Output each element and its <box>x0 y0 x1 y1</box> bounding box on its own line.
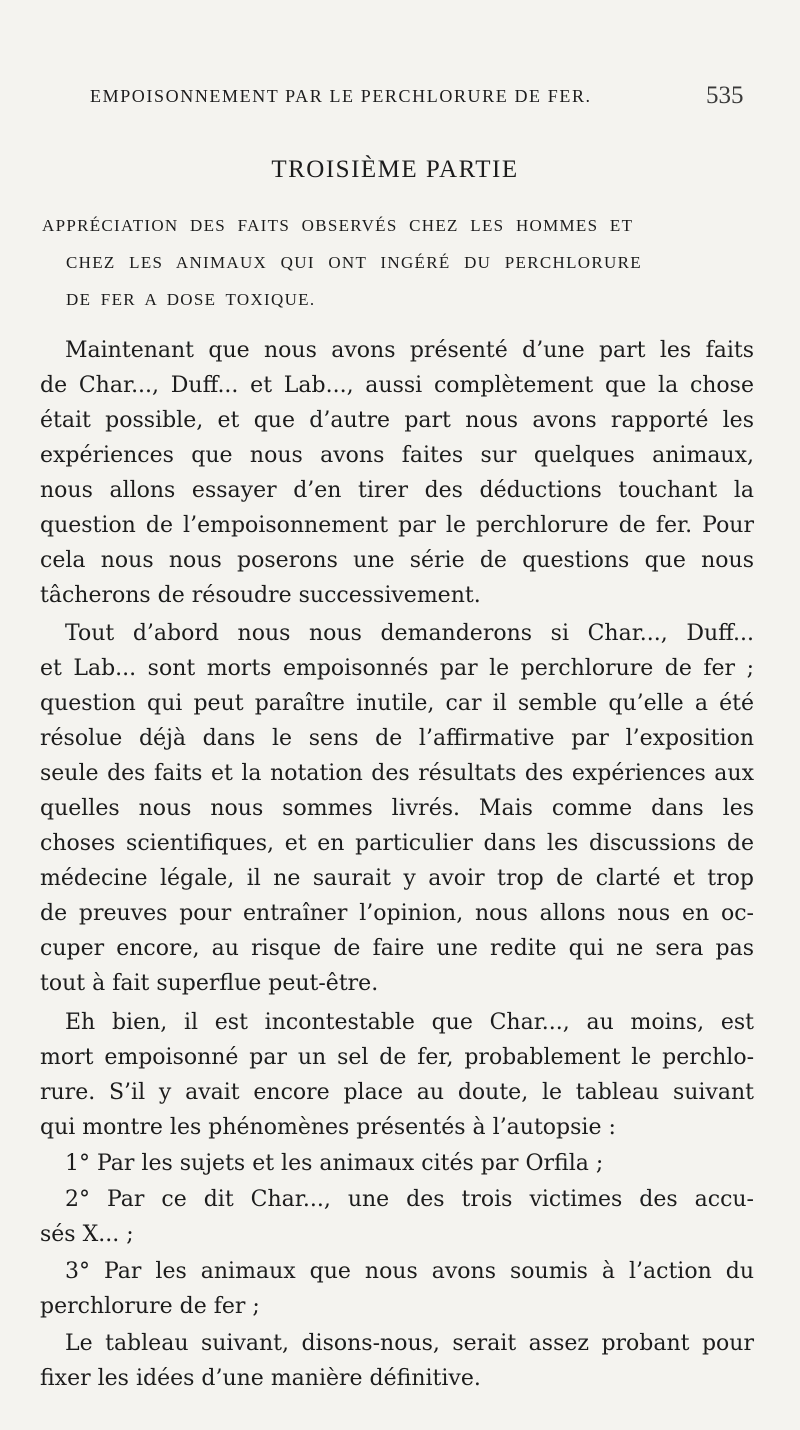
text-line: fixer les idées d’une manière définitive. <box>40 1366 481 1391</box>
text-line: de preuves pour entraîner l’opinion, nous allons nous en oc- <box>40 901 754 926</box>
text-line: mort empoisonné par un sel de fer, probablement le perchlo- <box>40 1045 754 1070</box>
text-line: nous allons essayer d’en tirer des déductions touchant la <box>40 478 754 503</box>
text-line: tout à fait superflue peut-être. <box>40 971 379 996</box>
text-line: question de l’empoisonnement par le perchlorure de fer. Pour <box>40 513 754 538</box>
list-item-3: 3° Par les animaux que nous avons soumis à l’action du <box>65 1259 754 1284</box>
text-line: choses scientifiques, et en particulier dans les discussions de <box>40 831 754 856</box>
text-line: Eh bien, il est incontestable que Char..., au moins, est <box>65 1010 754 1035</box>
text-line: cuper encore, au risque de faire une redite qui ne sera pas <box>40 936 754 961</box>
text-line: sés X... ; <box>40 1222 134 1247</box>
text-line: cela nous nous poserons une série de questions que nous <box>40 548 754 573</box>
running-head-text: EMPOISONNEMENT PAR LE PERCHLORURE DE FER. <box>90 86 592 106</box>
text-line: perchlorure de fer ; <box>40 1294 260 1319</box>
subtitle-line: DE FER A DOSE TOXIQUE. <box>66 290 316 309</box>
text-line: Tout d’abord nous nous demanderons si Char..., Duff... <box>65 621 754 646</box>
text-line: expériences que nous avons faites sur quelques animaux, <box>40 443 754 468</box>
text-line: Le tableau suivant, disons-nous, serait assez probant pour <box>65 1331 754 1356</box>
running-header <box>0 82 800 116</box>
subtitle-line: APPRÉCIATION DES FAITS OBSERVÉS CHEZ LES HOMMES ET <box>42 216 634 235</box>
text-line: tâcherons de résoudre successivement. <box>40 583 481 608</box>
part-title-text: TROISIÈME PARTIE <box>271 156 519 183</box>
text-line: question qui peut paraître inutile, car il semble qu’elle a été <box>40 691 754 716</box>
text-line: médecine légale, il ne saurait y avoir trop de clarté et trop <box>40 866 754 891</box>
list-item-1: 1° Par les sujets et les animaux cités par Orfila ; <box>65 1151 604 1176</box>
text-line: qui montre les phénomènes présentés à l’autopsie : <box>40 1115 616 1140</box>
list-item-2: 2° Par ce dit Char..., une des trois victimes des accu- <box>65 1187 754 1212</box>
text-line: de Char..., Duff... et Lab..., aussi complètement que la chose <box>40 373 754 398</box>
text-line: rure. S’il y avait encore place au doute, le tableau suivant <box>40 1080 754 1105</box>
subtitle-line: CHEZ LES ANIMAUX QUI ONT INGÉRÉ DU PERCHLORURE <box>66 253 642 272</box>
page-number: 535 <box>706 82 744 109</box>
text-line: et Lab... sont morts empoisonnés par le perchlorure de fer ; <box>40 656 754 681</box>
text-line: était possible, et que d’autre part nous avons rapporté les <box>40 408 754 433</box>
text-line: Maintenant que nous avons présenté d’une part les faits <box>65 338 754 363</box>
text-line: quelles nous nous sommes livrés. Mais comme dans les <box>40 796 754 821</box>
text-line: résolue déjà dans le sens de l’affirmative par l’exposition <box>40 726 754 751</box>
text-line: seule des faits et la notation des résultats des expériences aux <box>40 761 754 786</box>
part-title <box>0 156 800 184</box>
